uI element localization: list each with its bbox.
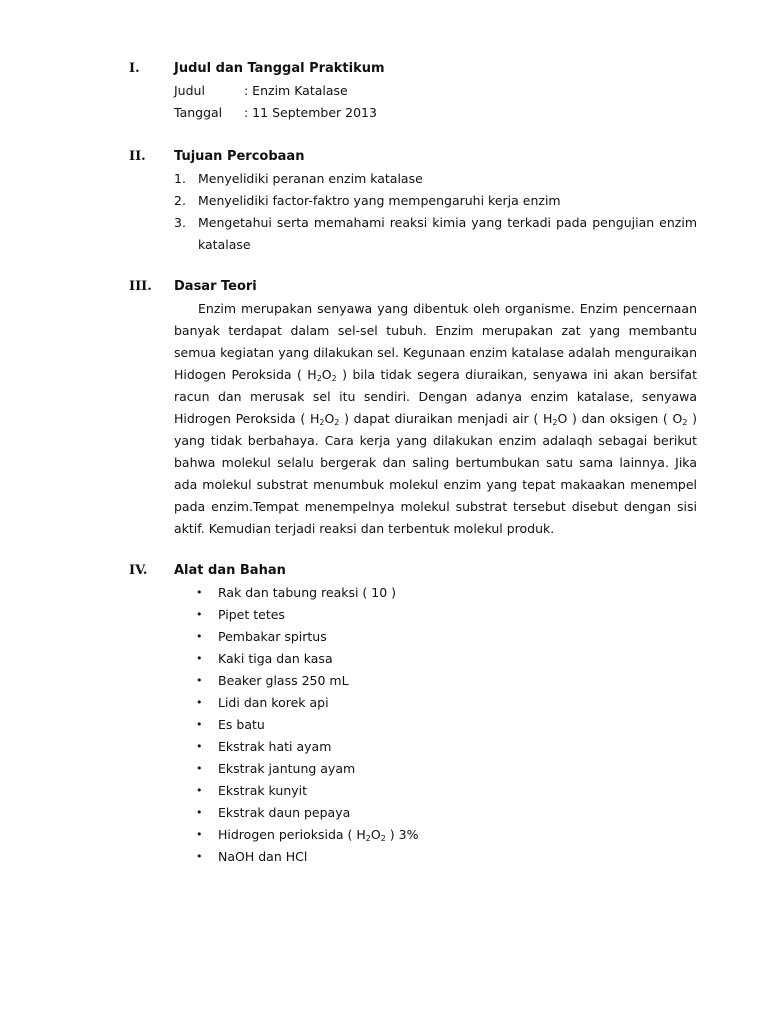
- material-text: Kaki tiga dan kasa: [218, 651, 333, 666]
- section-dasar-teori: [129, 276, 697, 540]
- bullet-icon: •: [196, 630, 203, 643]
- item-number: 2.: [174, 193, 186, 208]
- section-heading: [129, 146, 697, 168]
- material-item: [196, 648, 697, 670]
- field-judul: [174, 80, 697, 102]
- material-text: Pipet tetes: [218, 607, 285, 622]
- bullet-icon: •: [196, 828, 203, 841]
- bullet-icon: •: [196, 762, 203, 775]
- material-text: NaOH dan HCl: [218, 849, 308, 864]
- list-item: [174, 212, 697, 256]
- material-text: Pembakar spirtus: [218, 629, 327, 644]
- bullet-icon: •: [196, 740, 203, 753]
- section-heading: [129, 560, 697, 582]
- material-text: Beaker glass 250 mL: [218, 673, 349, 688]
- material-item: [196, 582, 697, 604]
- material-text: Ekstrak daun pepaya: [218, 805, 351, 820]
- section-tujuan: [129, 146, 697, 256]
- field-label: Judul: [174, 83, 205, 98]
- section-heading: [129, 58, 697, 80]
- material-item: [196, 846, 697, 868]
- material-text: Rak dan tabung reaksi ( 10 ): [218, 585, 397, 600]
- material-item: [196, 758, 697, 780]
- section-heading: [129, 276, 697, 298]
- section-title: Alat dan Bahan: [174, 563, 286, 578]
- section-title: Tujuan Percobaan: [174, 149, 305, 164]
- material-item: [196, 670, 697, 692]
- list-item: [174, 168, 697, 190]
- section-judul: [129, 58, 697, 124]
- item-number: 1.: [174, 171, 186, 186]
- item-text: Menyelidiki peranan enzim katalase: [198, 171, 423, 186]
- item-text: Menyelidiki factor-faktro yang mempengaruhi kerja enzim: [198, 193, 561, 208]
- materials-list: [174, 582, 697, 868]
- section-numeral: II.: [129, 149, 146, 164]
- bullet-icon: •: [196, 718, 203, 731]
- bullet-icon: •: [196, 586, 203, 599]
- item-number: 3.: [174, 215, 186, 230]
- field-tanggal: [174, 102, 697, 124]
- material-text: Ekstrak jantung ayam: [218, 761, 356, 776]
- material-text: Hidrogen perioksida ( $H_2O_2$ ) 3%: [218, 827, 419, 843]
- material-item: [196, 824, 697, 846]
- section-title: Dasar Teori: [174, 279, 257, 294]
- material-item: [196, 714, 697, 736]
- material-text: Lidi dan korek api: [218, 695, 329, 710]
- theory-paragraph: Enzim merupakan senyawa yang dibentuk oleh organisme. Enzim pencernaan banyak terdapat dalam sel-sel tubuh. Enzim merupakan zat yang membantu semua kegiatan yang dilakukan sel. Kegunaan enzim katalase adalah menguraikan Hidogen Peroksida ( $H_2O_2$ ) bila tidak segera diuraikan, senyawa ini akan bersifat racun dan merusak sel itu sendiri. Dengan adanya enzim katalase, senyawa Hidrogen Peroksida ( $H_2O_2$ ) dapat diuraikan menjadi air ( $H_2O$ ) dan oksigen ( $O_2$ ) yang tidak berbahaya. Cara kerja yang dilakukan enzim adalaqh sebagai berikut bahwa molekul selalu bergerak dan saling bertumbukan satu sama lainnya. Jika ada molekul substrat menumbuk molekul enzim yang tepat makaakan menempel pada enzim.Tempat menempelnya molekul substrat tersebut disebut dengan sisi aktif. Kemudian terjadi reaksi dan terbentuk molekul produk.: [174, 301, 697, 536]
- bullet-icon: •: [196, 696, 203, 709]
- section-title: Judul dan Tanggal Praktikum: [174, 61, 385, 76]
- bullet-icon: •: [196, 652, 203, 665]
- field-value: : 11 September 2013: [244, 105, 377, 120]
- material-item: [196, 736, 697, 758]
- section-numeral: III.: [129, 279, 152, 294]
- material-item: [196, 626, 697, 648]
- bullet-icon: •: [196, 784, 203, 797]
- section-numeral: IV.: [129, 563, 148, 578]
- bullet-icon: •: [196, 806, 203, 819]
- material-text: Es batu: [218, 717, 265, 732]
- section-numeral: I.: [129, 61, 140, 76]
- material-text: Ekstrak kunyit: [218, 783, 308, 798]
- item-text: Mengetahui serta memahami reaksi kimia yang terkadi pada pengujian enzim katalase: [198, 215, 697, 252]
- field-label: Tanggal: [174, 105, 223, 120]
- field-value: : Enzim Katalase: [244, 83, 348, 98]
- bullet-icon: •: [196, 850, 203, 863]
- material-item: [196, 802, 697, 824]
- list-item: [174, 190, 697, 212]
- bullet-icon: •: [196, 674, 203, 687]
- material-item: [196, 604, 697, 626]
- material-item: [196, 780, 697, 802]
- bullet-icon: •: [196, 608, 203, 621]
- material-item: [196, 692, 697, 714]
- material-text: Ekstrak hati ayam: [218, 739, 332, 754]
- section-alat-bahan: [129, 560, 697, 868]
